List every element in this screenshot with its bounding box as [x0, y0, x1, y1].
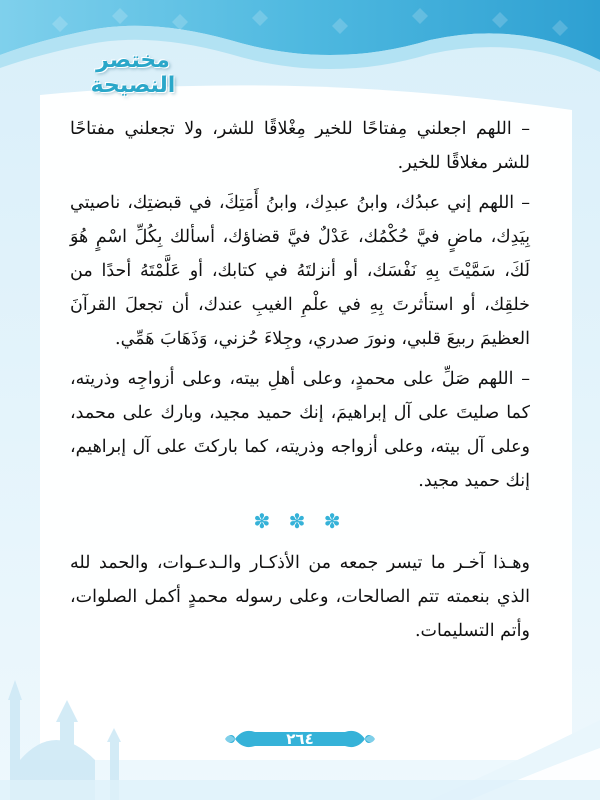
page-number-badge: [225, 726, 375, 752]
page-number: ٢٦٤: [286, 730, 314, 748]
book-title-logo: مختصر النصيحة: [90, 48, 176, 98]
dua-paragraph-1: – اللهم اجعلني مِفتاحًا للخير مِغْلاقًا للشر، ولا تجعلني مفتاحًا للشر مغلاقًا للخير.: [70, 119, 530, 173]
section-separator: ✽ ✽ ✽: [253, 509, 347, 533]
closing-paragraph: وهـذا آخـر ما تيسر جمعه من الأذكـار والـدعـوات، والحمد لله الذي بنعمته تتم الصالحات، وعلى رسوله محمدٍ أكمل الصلوات، وأتم التسليمات.: [70, 553, 530, 641]
dua-paragraph-2: – اللهم إني عبدُك، وابنُ عبدِك، وابنُ أَمَتِكَ، في قبضتِك، ناصيتي بِيَدِك، ماضٍ فيَّ حُكْمُك، عَدْلٌ فيَّ قضاؤك، أسألك بِكُلِّ اسْمٍ هُوَ لَكَ، سَمَّيْتَ بِهِ نَفْسَك، أو أنزلتَهُ في كتابك، أو عَلَّمْتَهُ أحدًا من خلقِك، أو استأثرتَ بِهِ في علْمِ الغيبِ عندك، أن تجعلَ القرآنَ العظيمَ ربيعَ قلبي، ونورَ صدري، وجِلاءَ حُزني، وَذَهَابَ هَمِّي.: [70, 193, 530, 349]
dua-paragraph-3: – اللهم صَلِّ على محمدٍ، وعلى أهلِ بيته، وعلى أزواجِه وذريته، كما صليتَ على آل إبراهيمَ، إنك حميد مجيد، وبارك على محمد، وعلى آل بيته، وعلى أزواجه وذريته، كما باركتَ على آل إبراهيم، إنك حميد مجيد.: [70, 369, 530, 491]
page-content: [70, 112, 530, 654]
